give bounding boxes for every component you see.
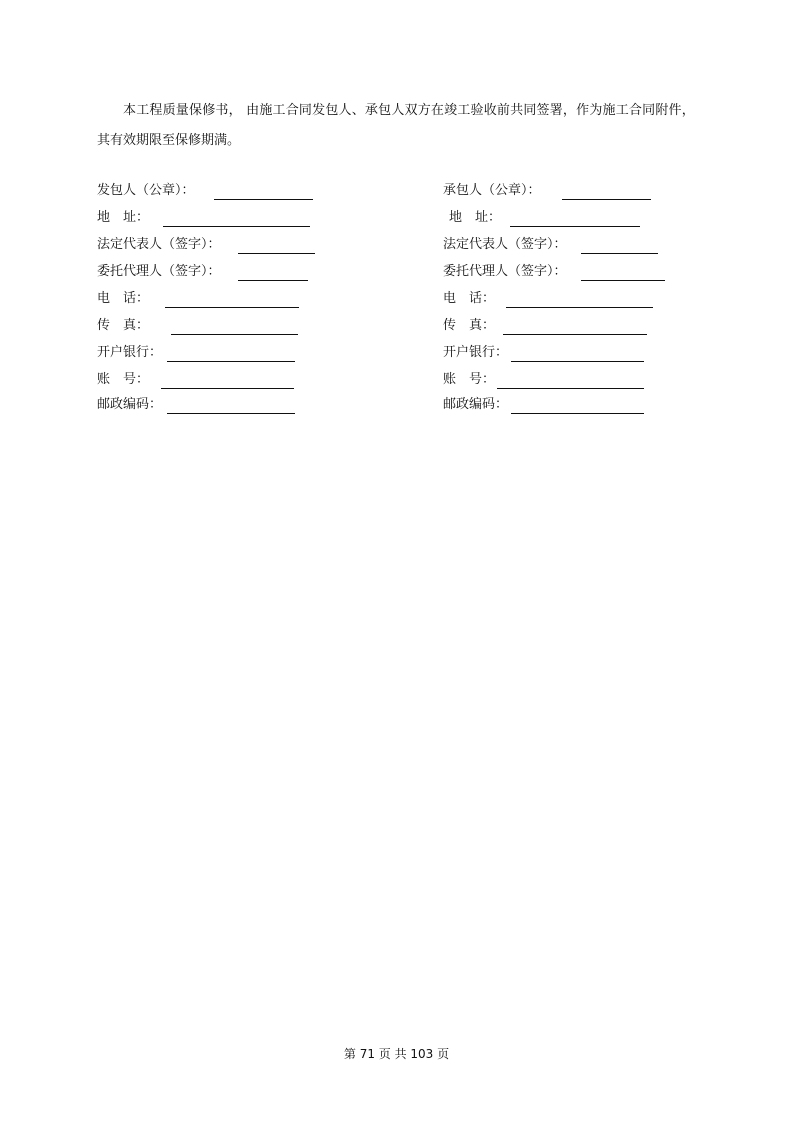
employer-bank-label: 开户银行：	[97, 345, 163, 360]
contractor-agent-line[interactable]	[581, 280, 665, 281]
employer-account-line[interactable]	[161, 388, 294, 389]
employer-phone-label: 电 话：	[97, 291, 150, 306]
contractor-agent-label: 委托代理人（签字）：	[443, 264, 567, 279]
contractor-postcode-line[interactable]	[511, 413, 644, 414]
employer-postcode-line[interactable]	[167, 413, 295, 414]
employer-agent-line[interactable]	[238, 280, 308, 281]
employer-fax-line[interactable]	[171, 334, 298, 335]
contractor-legal-rep-line[interactable]	[581, 253, 658, 254]
employer-party-line[interactable]	[214, 199, 313, 200]
contractor-fax-line[interactable]	[503, 334, 647, 335]
employer-legal-rep-label: 法定代表人（签字）：	[97, 237, 221, 252]
employer-account-label: 账 号：	[97, 372, 150, 387]
contractor-phone-label: 电 话：	[443, 291, 496, 306]
contractor-postcode-label: 邮政编码：	[443, 397, 509, 412]
contractor-address-line[interactable]	[510, 226, 640, 227]
contractor-account-line[interactable]	[497, 388, 644, 389]
intro-line-1: 本工程质量保修书， 由施工合同发包人、承包人双方在竣工验收前共同签署，作为施工合同附件，	[123, 103, 695, 118]
intro-paragraph	[97, 96, 727, 156]
contractor-party-label: 承包人（公章）：	[443, 183, 541, 198]
employer-phone-line[interactable]	[165, 307, 299, 308]
contractor-account-label: 账 号：	[443, 372, 496, 387]
employer-agent-label: 委托代理人（签字）：	[97, 264, 221, 279]
contractor-fax-label: 传 真：	[443, 318, 496, 333]
employer-bank-line[interactable]	[167, 361, 295, 362]
contractor-bank-label: 开户银行：	[443, 345, 509, 360]
contractor-party-line[interactable]	[562, 199, 651, 200]
employer-postcode-label: 邮政编码：	[97, 397, 163, 412]
intro-line-2: 其有效期限至保修期满。	[97, 133, 241, 148]
employer-address-line[interactable]	[163, 226, 310, 227]
employer-legal-rep-line[interactable]	[238, 253, 315, 254]
contractor-phone-line[interactable]	[506, 307, 653, 308]
page-number-footer: 第 71 页 共 103 页	[343, 1047, 450, 1061]
employer-address-label: 地 址：	[97, 210, 150, 225]
contractor-address-label: 地 址：	[449, 210, 502, 225]
contractor-bank-line[interactable]	[511, 361, 644, 362]
employer-party-label: 发包人（公章）：	[97, 183, 195, 198]
employer-fax-label: 传 真：	[97, 318, 150, 333]
contractor-legal-rep-label: 法定代表人（签字）：	[443, 237, 567, 252]
